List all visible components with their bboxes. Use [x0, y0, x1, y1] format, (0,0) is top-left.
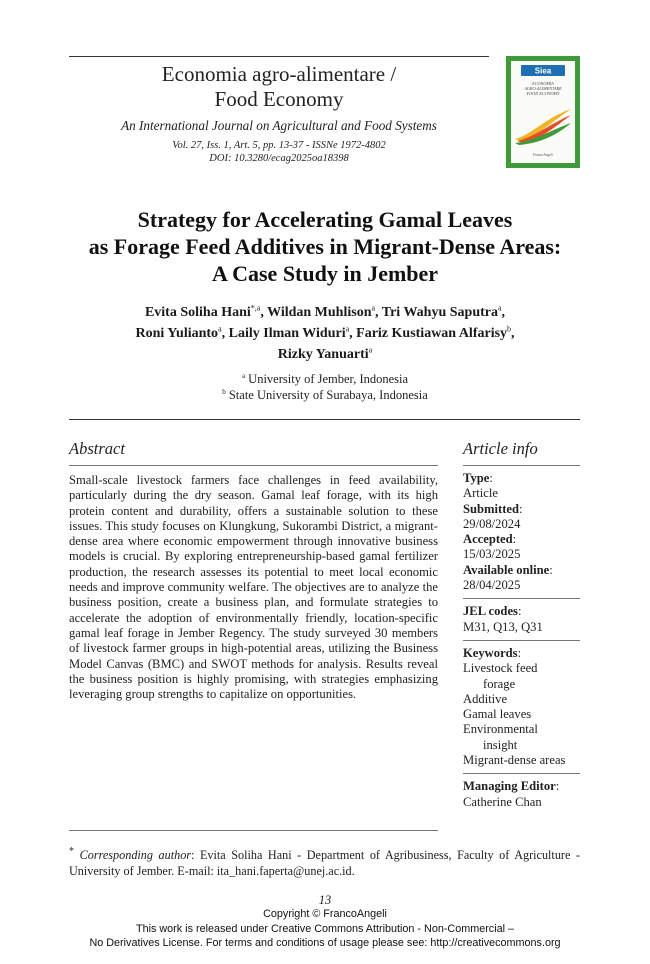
author-affil-sup: b [507, 324, 512, 334]
siea-logo-icon [521, 65, 565, 76]
author-affil-sup: *,a [250, 303, 261, 313]
cover-swoosh-graphic [513, 105, 573, 145]
journal-title [69, 62, 489, 112]
author-sep: , [501, 305, 506, 320]
cover-logo-text: Siea [534, 66, 552, 76]
author-sep: , [375, 305, 382, 320]
author-name: Fariz Kustiawan Alfarisy [356, 326, 508, 341]
cover-title-line3: FOOD ECONOMY [526, 91, 560, 96]
keyword-item: Livestock feed forage [463, 661, 538, 691]
copyright-line: Copyright © FrancoAngeli [263, 908, 387, 920]
author-affil-sup: a [497, 303, 502, 313]
article-title [40, 206, 610, 287]
type-label: Type [463, 471, 490, 485]
cover-publisher: FrancoAngeli [533, 153, 553, 157]
article-title-line3: A Case Study in Jember [211, 261, 439, 286]
jel-block: JEL codes: M31, Q13, Q31 [463, 599, 580, 640]
keyword-item: Gamal leaves [463, 707, 532, 722]
cover-title-line1: ECONOMIA [532, 81, 554, 86]
author-affil-sup: a [345, 324, 350, 334]
author-name: Wildan Muhlison [267, 305, 372, 320]
doi-line: DOI: 10.3280/ecag2025oa18398 [209, 152, 349, 164]
jel-value: M31, Q13, Q31 [463, 619, 543, 634]
affiliation-sup: a [241, 371, 246, 380]
cover-page [511, 61, 575, 163]
corresponding-author-footnote [69, 844, 580, 879]
type-value: Article [463, 486, 498, 501]
section-divider [69, 419, 580, 420]
submitted-value: 29/08/2024 [463, 516, 521, 531]
abstract-body: Small-scale livestock farmers face challenges in feed availability, particularly during the dry season. Gamal leaf forage, with its high protein content and durability, offers a sustainable solution to these issues. This study focuses on Klungkung, Sukorambi District, a migrant-dense area where economic empowerment through innovative business models is crucial. By exploring entrepreneurship-based gamal fertilizer production, the research assesses its potential to meet local economic needs and improve community welfare. The objectives are to analyze the business position, create a business plan, and formulate strategies to accelerate the adoption of environmentally friendly, location-specific gamal leaf forage in Jember Regency. The study surveyed 30 members of livestock farmer groups in high-potential areas, utilizing the Business Model Canvas (BMC) and SWOT methods for analysis. Results reveal the business position is highly promising, with strategies emphasizing leveraging group strengths to capitalize on opportunities. [69, 473, 438, 702]
author-affil-sup: a [371, 303, 376, 313]
abstract-heading: Abstract [69, 439, 125, 458]
info-dates-block: Type: Article Submitted: 29/08/2024 Accepted: 15/03/2025 Available online: 28/04/2025 [463, 466, 580, 598]
author-name: Tri Wahyu Saputra [381, 305, 498, 320]
abstract-rule [69, 465, 438, 466]
license-line-2: No Derivatives License. For terms and conditions of usage please see: http://creativecommons.org [89, 937, 561, 949]
author-line-2 [40, 323, 610, 344]
author-name: Evita Soliha Hani [144, 305, 251, 320]
submitted-label: Submitted [463, 501, 519, 516]
affiliation-text: University of Jember, Indonesia [248, 372, 409, 386]
footnote-text: : Evita Soliha Hani - Department of Agribusiness, Faculty of Agriculture - University of Jember. E-mail: ita_hani.faperta@unej.ac.id. [69, 848, 580, 878]
author-sep: , [260, 305, 268, 320]
available-online-label: Available online [463, 562, 550, 577]
journal-title-line2: Food Economy [214, 87, 344, 111]
available-online-value: 28/04/2025 [463, 578, 521, 593]
author-list [40, 302, 610, 365]
keywords-block: Keywords: Livestock feed forage Additive Gamal leaves Environmental insight Migrant-dense areas [463, 641, 580, 773]
jel-label: JEL codes [463, 604, 518, 619]
keyword-item: Environmental insight [463, 722, 538, 752]
affiliation-sup: b [222, 387, 226, 396]
author-affil-sup: a [368, 345, 373, 355]
cover-title-line2: AGRO-ALIMENTARE [524, 86, 562, 91]
managing-editor-value: Catherine Chan [463, 794, 542, 809]
copyright-notice [0, 907, 650, 951]
affiliation-a [40, 372, 610, 388]
journal-meta [69, 140, 489, 165]
affiliation-b [40, 388, 610, 404]
footnote-label: Corresponding author [79, 848, 192, 863]
author-affil-sup: a [218, 324, 222, 334]
author-line-3 [40, 344, 610, 365]
license-line-1: This work is released under Creative Commons Attribution - Non-Commercial – [135, 922, 515, 935]
editor-block: Managing Editor: Catherine Chan [463, 774, 580, 815]
author-sep: , [221, 326, 229, 341]
page-number: 13 [318, 893, 332, 907]
accepted-label: Accepted [463, 532, 513, 547]
journal-cover-image [506, 56, 580, 168]
article-title-line1: Strategy for Accelerating Gamal Leaves [137, 207, 513, 232]
author-name: Laily Ilman Widuri [228, 326, 346, 341]
header-top-rule [69, 56, 489, 57]
author-sep: , [349, 326, 357, 341]
cover-title [515, 81, 571, 96]
keyword-item: Migrant-dense areas [463, 753, 566, 768]
article-title-line2: as Forage Feed Additives in Migrant-Dense Areas: [88, 234, 562, 259]
journal-title-line1: Economia agro-alimentare / [161, 62, 397, 86]
affiliation-text: State University of Surabaya, Indonesia [228, 387, 428, 402]
footnote-rule [69, 830, 438, 831]
author-line-1 [40, 302, 610, 323]
footnote-marker: * [69, 846, 75, 857]
keywords-label: Keywords [463, 645, 518, 660]
volume-issue-line: Vol. 27, Iss. 1, Art. 5, pp. 13-37 - ISSNe 1972-4802 [172, 140, 386, 151]
article-info-panel [463, 439, 580, 815]
author-name: Rizky Yanuarti [277, 347, 369, 362]
affiliations [40, 372, 610, 403]
keyword-item: Additive [463, 691, 508, 706]
author-name: Roni Yulianto [135, 326, 219, 341]
accepted-value: 15/03/2025 [463, 547, 521, 562]
author-sep: , [511, 326, 515, 341]
managing-editor-label: Managing Editor [463, 779, 556, 794]
article-info-heading: Article info [463, 439, 538, 458]
journal-subtitle: An International Journal on Agricultural and Food Systems [121, 118, 437, 133]
